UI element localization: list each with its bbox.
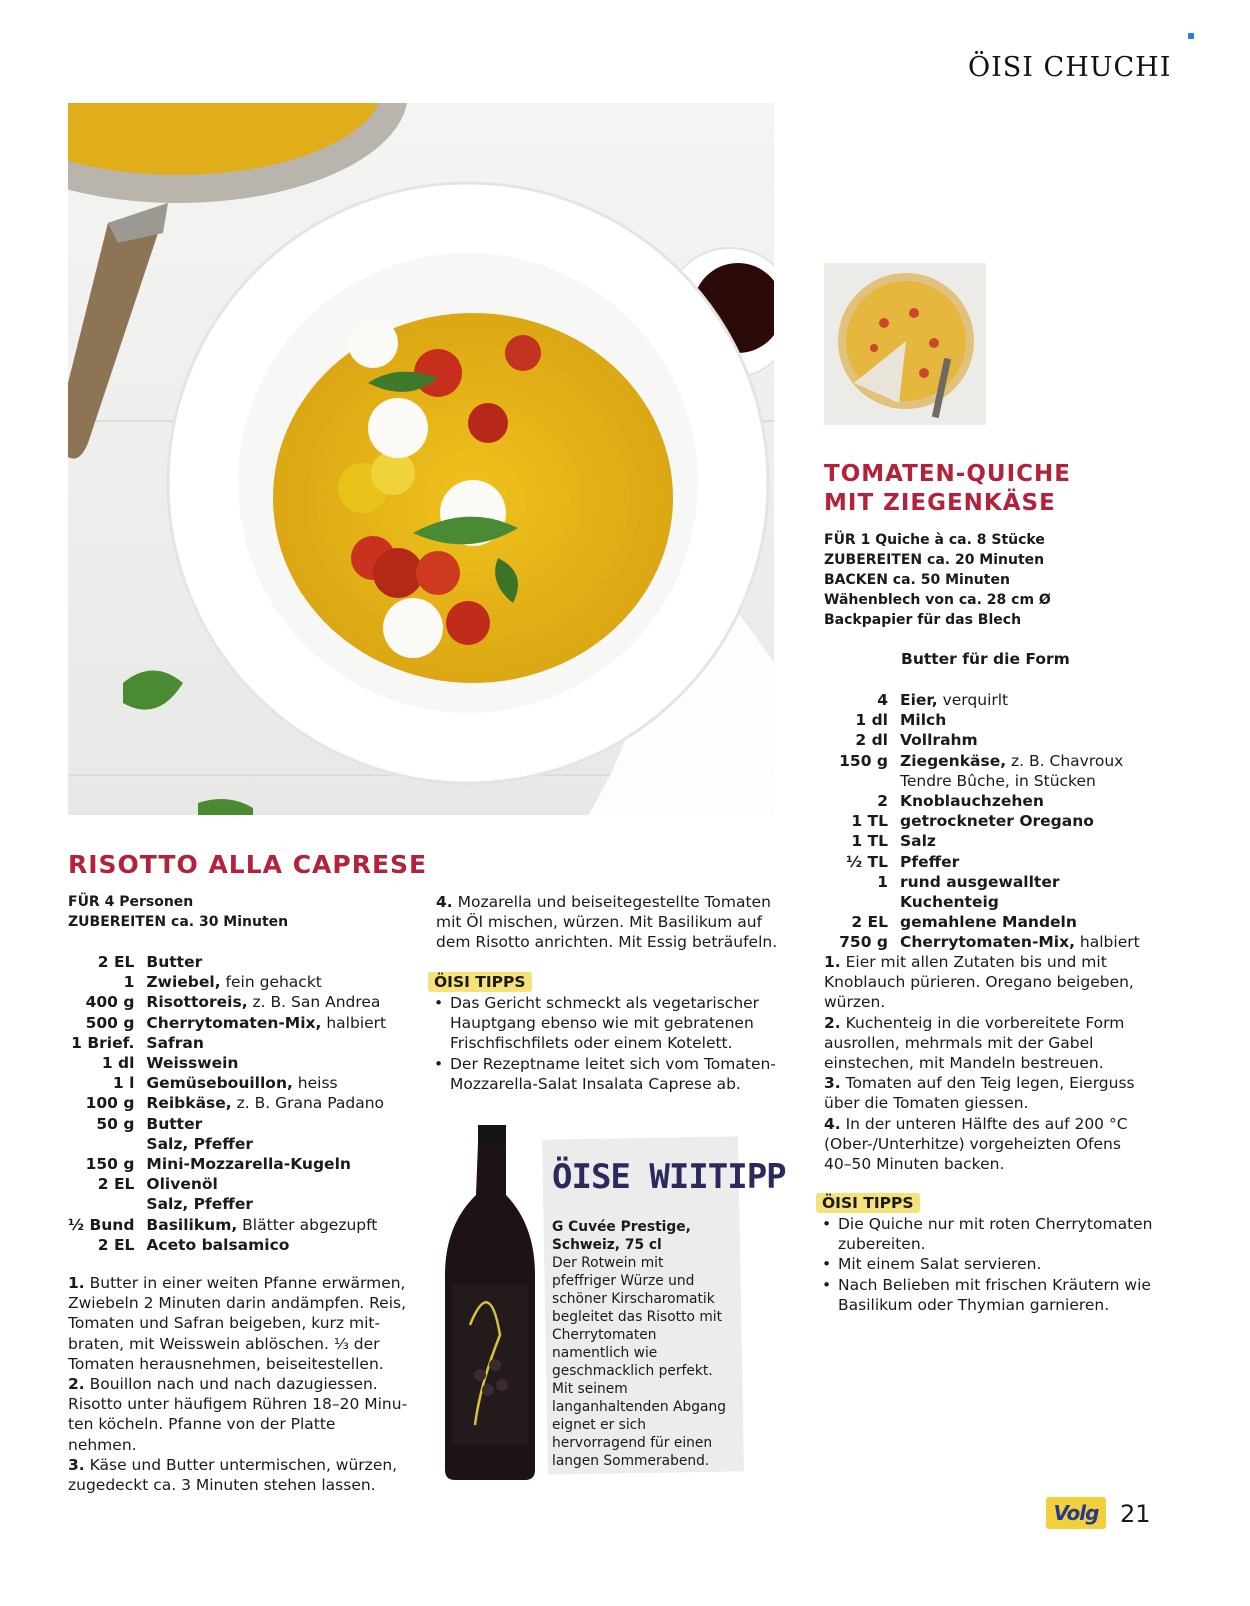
ingredient-detail: Blätter abgezupft: [237, 1215, 378, 1234]
step-text: Tomaten auf den Teig legen, Eierguss über die Tomaten giessen.: [824, 1074, 1135, 1113]
ingredient-qty: 4: [877, 691, 888, 709]
step-text: Eier mit allen Zutaten bis und mit Knoblauch pürieren. Oregano beigeben, würzen.: [824, 953, 1134, 1012]
quiche-title: [824, 460, 1071, 518]
tip-item: • Das Gericht schmeckt als vegetarischer Hauptgang ebenso wie mit gebratenen Frischfischfilets oder einem Kotelett.: [434, 993, 788, 1054]
ingredient-qty: 1 dl: [101, 1054, 135, 1073]
ingredient-row: [68, 1174, 386, 1194]
quiche-meta-line: [824, 590, 1051, 610]
ingredient-name: Salz, Pfeffer: [146, 1195, 253, 1214]
step-number: 3.: [68, 1455, 85, 1474]
ingredient-name-cell: [146, 972, 386, 992]
ingredient-name-cell: [146, 1154, 386, 1174]
ingredient-name: Basilikum,: [146, 1215, 238, 1234]
ingredient-name: Salz, Pfeffer: [146, 1134, 253, 1153]
ingredient-row: [824, 932, 1154, 952]
ingredient-row: [824, 730, 1154, 750]
step-text: In der unteren Hälfte des auf 200 °C (Ober-/Unterhitze) vorgeheizten Ofens 40–50 Minuten backen.: [824, 1114, 1128, 1174]
step: [68, 1273, 408, 1374]
ingredient-row: [824, 831, 1154, 851]
wine-description: Der Rotwein mit pfeffriger Würze und schöner Kirscharomatik begleitet das Risotto mit Cherrytomaten namentlich wie geschmacklich perfekt. Mit seinem langanhaltenden Abgang eignet er sich hervorragend für einen langen Sommerabend.: [552, 1255, 726, 1469]
ingredient-row: [68, 1154, 386, 1174]
ingredient-name: Knoblauchzehen: [900, 792, 1044, 811]
ingredient-name: Salz: [900, 832, 936, 851]
ingredient-row: [68, 972, 386, 992]
ingredient-name-cell: [900, 730, 1154, 750]
risotto-tips-label: ÖISI TIPPS: [428, 972, 532, 992]
ingredient-name: rund ausgewallter Kuchenteig: [900, 872, 1060, 912]
ingredient-name: Ziegenkäse,: [900, 751, 1007, 770]
ingredient-row: [68, 1073, 386, 1093]
ingredient-row: [68, 1053, 386, 1073]
ingredient-name: Milch: [900, 711, 947, 730]
ingredient-qty: 100 g: [85, 1094, 135, 1113]
ingredient-name: Gemüsebouillon,: [146, 1074, 293, 1093]
corner-mark: [1188, 33, 1194, 39]
ingredient-name: Reibkäse,: [146, 1094, 232, 1113]
ingredient-name-cell: [146, 1033, 386, 1053]
risotto-meta-servings: FÜR 4 Personen: [68, 894, 194, 910]
quiche-tips: [816, 1193, 1156, 1315]
ingredient-qty: 1 TL: [851, 832, 888, 851]
ingredient-row: [824, 751, 1154, 791]
step-number: 2.: [68, 1375, 85, 1394]
ingredient-qty: 1 dl: [855, 711, 888, 730]
ingredient-qty: 1 TL: [851, 812, 888, 831]
ingredient-row: [824, 872, 1154, 912]
section-title: ÖISI CHUCHI: [968, 52, 1172, 83]
step: [68, 1455, 408, 1495]
meta-value: ca. 50 Minuten: [892, 572, 1010, 588]
ingredient-qty: 2: [877, 792, 888, 811]
ingredient-row: [824, 710, 1154, 730]
wine-tip-heading: ÖISE WIITIPP: [552, 1157, 786, 1197]
page-number: 21: [1120, 1500, 1151, 1528]
ingredient-qty: 2 dl: [855, 731, 888, 750]
step: [824, 952, 1149, 1013]
ingredient-name-cell: [900, 872, 1154, 912]
ingredient-qty: 500 g: [85, 1013, 135, 1032]
meta-value: Backpapier für das Blech: [824, 612, 1022, 628]
risotto-ingredients: [68, 952, 408, 1255]
step-text: Käse und Butter untermischen, würzen, zugedeckt ca. 3 Minuten stehen lassen.: [68, 1455, 398, 1495]
tip-item: • Die Quiche nur mit roten Cherrytomaten zubereiten.: [822, 1214, 1156, 1254]
risotto-ingredient-table: [68, 952, 386, 1255]
quiche-ingredient-table: [824, 690, 1154, 953]
ingredient-detail: z. B. Chavroux Tendre Bûche, in Stücken: [900, 751, 1124, 790]
quiche-meta-line: [824, 610, 1051, 630]
wine-tip-text: [552, 1218, 727, 1470]
ingredient-name-cell: [146, 1215, 386, 1235]
ingredient-qty: 150 g: [839, 751, 888, 770]
risotto-plate-image: [68, 103, 774, 815]
ingredient-name: Olivenöl: [146, 1175, 218, 1194]
meta-label: FÜR: [824, 532, 856, 548]
risotto-title: RISOTTO ALLA CAPRESE: [68, 850, 428, 879]
quiche-form: Butter für die Form: [901, 650, 1070, 668]
ingredient-name-cell: [900, 791, 1154, 811]
ingredient-name-cell: [146, 1174, 386, 1194]
ingredient-row: [824, 852, 1154, 872]
ingredient-qty: 750 g: [839, 933, 888, 952]
risotto-photo: [68, 103, 774, 815]
ingredient-name-cell: [146, 1134, 386, 1154]
ingredient-row: [824, 690, 1154, 710]
ingredient-row: [68, 1093, 386, 1113]
wine-bottle: [440, 1125, 540, 1480]
ingredient-row: [68, 1114, 386, 1134]
ingredient-qty: 2 EL: [97, 1235, 135, 1254]
risotto-steps: [68, 1273, 408, 1495]
ingredient-name-cell: [146, 1073, 386, 1093]
risotto-step-4: 4. Mozarella und beiseitegestellte Tomaten mit Öl mischen, würzen. Mit Basilikum auf dem Risotto anrichten. Mit Essig beträufeln.: [436, 893, 778, 952]
ingredient-qty: ½ TL: [846, 852, 888, 871]
ingredient-detail: heiss: [292, 1074, 338, 1093]
ingredient-row: [68, 1215, 386, 1235]
step-text: Bouillon nach und nach dazugiessen. Risotto unter häufigem Rühren 18–20 Minuten köcheln. Pfanne von der Platte nehmen.: [68, 1375, 408, 1454]
ingredient-name-cell: [146, 1053, 386, 1073]
ingredient-name: Mini-Mozzarella-Kugeln: [146, 1155, 351, 1174]
ingredient-name-cell: [146, 992, 386, 1012]
step: [824, 1013, 1149, 1074]
risotto-meta-time: ZUBEREITEN ca. 30 Minuten: [68, 914, 289, 930]
ingredient-name: Aceto balsamico: [146, 1235, 290, 1254]
ingredient-name-cell: [900, 912, 1154, 932]
step-number: 1.: [824, 953, 841, 971]
ingredient-qty: 2 EL: [851, 913, 888, 932]
step: [824, 1073, 1149, 1113]
ingredient-qty: 1: [123, 973, 135, 992]
ingredient-name-cell: [900, 690, 1154, 710]
ingredient-name: Eier,: [900, 691, 938, 709]
ingredient-name-cell: [900, 852, 1154, 872]
ingredient-name-cell: [146, 1194, 386, 1214]
ingredient-name: Safran: [146, 1033, 204, 1052]
ingredient-name: Weisswein: [146, 1054, 239, 1073]
quiche-tips-list: [822, 1214, 1156, 1315]
ingredient-name: Pfeffer: [900, 852, 960, 871]
ingredient-row: [824, 912, 1154, 932]
ingredient-qty: [68, 1194, 146, 1214]
step-text: Kuchenteig in die vorbereitete Form ausrollen, mehrmals mit der Gabel einstechen, mit Mandeln bestreuen.: [824, 1013, 1125, 1073]
meta-label: BACKEN: [824, 572, 888, 588]
meta-value: ca. 20 Minuten: [927, 552, 1045, 568]
wine-bottle-image: [440, 1125, 540, 1480]
step: [68, 1374, 408, 1455]
ingredient-name-cell: [900, 811, 1154, 831]
ingredient-qty: 1 l: [112, 1074, 135, 1093]
risotto-meta: [68, 892, 288, 932]
volg-logo: Volg: [1046, 1497, 1106, 1529]
quiche-title-line1: TOMATEN-QUICHE: [824, 461, 1071, 487]
ingredient-qty: [68, 1134, 146, 1154]
ingredient-row: [68, 1013, 386, 1033]
step-number: 1.: [68, 1274, 85, 1292]
ingredient-row: [68, 952, 386, 972]
quiche-tips-label: ÖISI TIPPS: [816, 1193, 920, 1213]
ingredient-name-cell: [900, 751, 1154, 791]
meta-value: 1 Quiche à ca. 8 Stücke: [860, 532, 1045, 548]
ingredient-name: Vollrahm: [900, 731, 978, 750]
ingredient-qty: 1 Brief.: [71, 1033, 135, 1052]
tip-item: • Der Rezeptname leitet sich vom Tomaten-Mozzarella-Salat Insalata Caprese ab.: [434, 1054, 788, 1094]
meta-value: Wähenblech von ca. 28 cm Ø: [824, 592, 1051, 608]
quiche-meta-line: [824, 530, 1051, 550]
ingredient-qty: 400 g: [85, 993, 135, 1012]
ingredient-row: [68, 1194, 386, 1214]
quiche-meta-line: [824, 550, 1051, 570]
ingredient-row: [68, 992, 386, 1012]
quiche-meta: [824, 530, 1051, 630]
step-number: 3.: [824, 1074, 841, 1093]
ingredient-qty: 50 g: [96, 1114, 135, 1133]
quiche-steps: [824, 952, 1149, 1174]
ingredient-row: [824, 811, 1154, 831]
tip-item: • Nach Belieben mit frischen Kräutern wie Basilikum oder Thymian garnieren.: [822, 1275, 1156, 1315]
ingredient-row: [68, 1033, 386, 1053]
ingredient-detail: z. B. Grana Padano: [231, 1094, 385, 1113]
ingredient-qty: 2 EL: [97, 953, 135, 971]
quiche-image: [824, 263, 986, 425]
ingredient-detail: halbiert: [1075, 933, 1140, 952]
ingredient-name-cell: [146, 1093, 386, 1113]
ingredient-name: Cherrytomaten-Mix,: [900, 933, 1075, 952]
quiche-meta-line: [824, 570, 1051, 590]
ingredient-qty: 1: [877, 872, 888, 891]
step-number: 2.: [824, 1013, 841, 1032]
ingredient-qty: ½ Bund: [68, 1215, 135, 1234]
step-number: 4.: [824, 1114, 841, 1133]
ingredient-qty: 150 g: [85, 1155, 135, 1174]
ingredient-name-cell: [146, 1114, 386, 1134]
ingredient-row: [68, 1134, 386, 1154]
ingredient-name-cell: [146, 1013, 386, 1033]
ingredient-detail: halbiert: [321, 1013, 387, 1032]
step: [824, 1114, 1149, 1175]
ingredient-qty: 2 EL: [97, 1175, 135, 1194]
ingredient-detail: verquirlt: [937, 691, 1009, 709]
quiche-title-line2: MIT ZIEGENKÄSE: [824, 490, 1056, 516]
ingredient-name-cell: [900, 831, 1154, 851]
ingredient-name: Butter: [146, 1114, 203, 1133]
ingredient-name-cell: [900, 932, 1154, 952]
ingredient-detail: z. B. San Andrea: [247, 993, 381, 1012]
quiche-photo: [824, 263, 986, 425]
ingredient-name: Zwiebel,: [146, 973, 221, 992]
ingredient-name: getrockneter Oregano: [900, 812, 1094, 831]
ingredient-name: Cherrytomaten-Mix,: [146, 1013, 322, 1032]
ingredient-name: gemahlene Mandeln: [900, 913, 1077, 932]
risotto-tips-list: [434, 993, 788, 1094]
ingredient-row: [824, 791, 1154, 811]
ingredient-name-cell: [900, 710, 1154, 730]
ingredient-detail: fein gehackt: [220, 973, 322, 992]
tip-item: • Mit einem Salat servieren.: [822, 1254, 1156, 1274]
quiche-ingredients: [824, 690, 1154, 953]
meta-label: ZUBEREITEN: [824, 552, 923, 568]
ingredient-name-cell: [146, 952, 386, 972]
risotto-tips: [428, 972, 788, 1094]
wine-title: G Cuvée Prestige, Schweiz, 75 cl: [552, 1219, 691, 1253]
step-text: Butter in einer weiten Pfanne erwärmen, Zwiebeln 2 Minuten darin andämpfen. Reis, Tomaten und Safran beigeben, kurz mitbraten, mit Weisswein ablöschen. ⅓ der Tomaten herausnehmen, beiseitestellen.: [68, 1274, 407, 1373]
ingredient-row: [68, 1235, 386, 1255]
ingredient-name: Butter: [146, 953, 203, 971]
ingredient-name-cell: [146, 1235, 386, 1255]
ingredient-name: Risottoreis,: [146, 993, 248, 1012]
